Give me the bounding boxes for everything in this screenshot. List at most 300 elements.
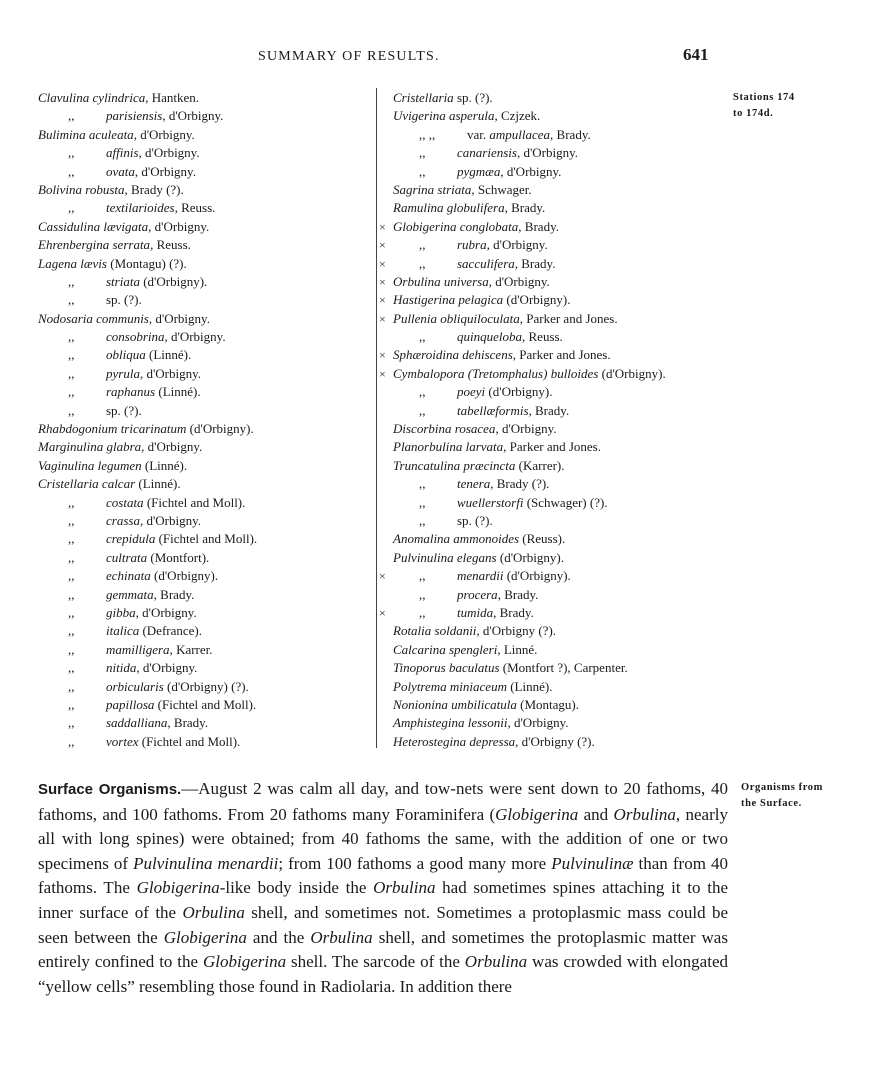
- taxon-name: saddalliana: [106, 715, 168, 731]
- taxon-authority: (Montfort ?), Carpenter.: [499, 660, 628, 676]
- taxon-authority: , d'Orbigny.: [516, 145, 579, 161]
- species-entry: [393, 181, 666, 199]
- ditto-mark: ,,: [68, 329, 75, 345]
- taxon-authority: , d'Orbigny.: [134, 163, 196, 179]
- species-entry: [393, 530, 666, 548]
- species-entry: [393, 107, 666, 125]
- text-segment: -like body inside the: [219, 878, 374, 898]
- species-entry: [393, 494, 666, 512]
- ditto-mark: ,,: [68, 365, 75, 381]
- taxon-authority: , Brady.: [518, 218, 559, 234]
- italic-taxon: Globigerina: [136, 878, 220, 898]
- station-mark: ×: [379, 256, 386, 271]
- ditto-mark: ,,: [68, 494, 75, 510]
- margin-note-line: Stations 174: [733, 92, 795, 103]
- species-entry: [379, 273, 666, 291]
- taxon-authority: (Montagu) (?).: [106, 255, 187, 271]
- species-entry: [393, 714, 666, 732]
- taxon-authority: , d'Orbigny.: [495, 421, 557, 437]
- species-entry: [379, 218, 666, 236]
- taxon-name: striata: [106, 273, 140, 289]
- taxon-name: consobrina: [106, 329, 165, 345]
- species-entry: [38, 365, 257, 383]
- station-mark: ×: [379, 219, 386, 234]
- species-entry: [38, 475, 257, 493]
- taxon-authority: (d'Orbigny).: [485, 384, 553, 400]
- species-entry: [393, 696, 666, 714]
- taxon-authority: (d'Orbigny).: [150, 568, 219, 584]
- taxon-name: italica: [106, 623, 140, 639]
- taxon-authority: (d'Orbigny).: [598, 365, 666, 381]
- taxon-authority: , Parker and Jones.: [512, 347, 611, 363]
- taxon-authority: , Brady.: [497, 586, 539, 602]
- taxon-authority: sp. (?).: [106, 292, 142, 308]
- taxon-name: Lagena lævis: [38, 255, 107, 271]
- ditto-mark: ,,: [419, 329, 426, 345]
- taxon-name: pygmæa: [457, 163, 501, 179]
- taxon-name: textilarioides: [106, 200, 175, 216]
- taxon-name: Amphistegina lessonii: [393, 715, 508, 731]
- ditto-mark: ,,: [419, 163, 426, 179]
- species-entry: [393, 420, 666, 438]
- taxon-authority: , d'Orbigny.: [138, 145, 200, 161]
- taxon-authority: (d'Orbigny).: [186, 421, 254, 437]
- ditto-mark: ,,: [419, 402, 426, 418]
- taxon-name: poeyi: [457, 384, 486, 400]
- species-entry: [38, 236, 257, 254]
- taxon-name: vortex: [106, 733, 139, 749]
- species-entry: [38, 622, 257, 640]
- taxon-name: Cassidulina lævigata: [38, 218, 149, 234]
- species-entry: [38, 604, 257, 622]
- italic-taxon: Globigerina: [202, 952, 287, 972]
- taxon-name: wuellerstorfi: [457, 494, 524, 510]
- species-entry: [38, 641, 257, 659]
- taxon-authority: , d'Orbigny.: [486, 237, 548, 253]
- italic-taxon: Orbulina: [373, 878, 436, 898]
- taxon-authority: (Fichtel and Moll).: [138, 733, 241, 749]
- species-entry: [38, 457, 257, 475]
- ditto-mark: ,,: [419, 604, 426, 620]
- species-entry: [393, 733, 666, 751]
- taxon-authority: (d'Orbigny).: [503, 568, 571, 584]
- taxon-name: orbicularis: [106, 678, 164, 694]
- margin-note-line: the Surface.: [741, 798, 802, 809]
- station-mark: ×: [379, 366, 386, 381]
- taxon-authority: , d'Orbigny.: [141, 439, 203, 455]
- species-entry: [38, 126, 257, 144]
- taxon-name: papillosa: [106, 696, 155, 712]
- species-entry: [38, 328, 257, 346]
- taxon-name: Rotalia soldanii: [393, 623, 477, 639]
- taxon-name: Vaginulina legumen: [38, 457, 142, 473]
- taxon-authority: (Linné).: [155, 384, 201, 400]
- taxon-name: echinata: [106, 568, 151, 584]
- taxon-authority: (d'Orbigny).: [139, 273, 208, 289]
- taxon-name: costata: [106, 494, 144, 510]
- species-entry: [38, 714, 257, 732]
- ditto-mark: ,,: [68, 678, 75, 694]
- species-entry: [379, 291, 666, 309]
- taxon-authority: (Montagu).: [516, 696, 579, 712]
- taxon-name: Anomalina ammonoides: [393, 531, 520, 547]
- taxon-name: Marginulina glabra: [38, 439, 142, 455]
- text-segment: shell, and sometimes the protoplasmic matter was entirely confined to the: [38, 927, 728, 972]
- taxon-name: Orbulina universa: [393, 273, 489, 289]
- species-entry: [38, 659, 257, 677]
- taxon-name: Uvigerina asperula: [393, 108, 495, 124]
- italic-taxon: Orbulina: [613, 804, 676, 824]
- taxon-authority: , d'Orbigny.: [136, 660, 198, 676]
- species-entry: [393, 328, 666, 346]
- text-segment: and the: [246, 927, 311, 947]
- taxon-name: raphanus: [106, 384, 156, 400]
- species-entry: [393, 457, 666, 475]
- taxon-name: Bolivina robusta: [38, 181, 125, 197]
- species-entry: [38, 438, 257, 456]
- margin-note-line: to 174d.: [733, 108, 774, 119]
- station-mark: ×: [379, 569, 386, 584]
- taxon-name: Heterostegina depressa: [393, 733, 516, 749]
- margin-note-line: Organisms from: [741, 782, 823, 793]
- taxon-name: Planorbulina larvata: [393, 439, 504, 455]
- ditto-mark: ,,: [68, 163, 75, 179]
- taxon-name: Truncatulina præcincta: [393, 457, 516, 473]
- taxon-authority: (Fichtel and Moll).: [154, 696, 257, 712]
- running-header: SUMMARY OF RESULTS.: [258, 49, 440, 64]
- species-entry: [38, 346, 257, 364]
- species-entry: [393, 475, 666, 493]
- taxon-authority: , Brady.: [153, 586, 195, 602]
- ditto-mark: ,, ,,: [419, 126, 436, 142]
- station-mark: ×: [379, 274, 386, 289]
- species-entry: [38, 512, 257, 530]
- species-entry: [38, 383, 257, 401]
- taxon-authority: , d'Orbigny.: [139, 365, 202, 381]
- taxon-name: affinis: [106, 145, 139, 161]
- ditto-mark: ,,: [68, 568, 75, 584]
- taxon-authority: sp. (?).: [457, 512, 493, 528]
- taxon-name: Ramulina globulifera: [393, 200, 505, 216]
- taxon-authority: (d'Orbigny) (?).: [163, 678, 249, 694]
- species-entry: [393, 512, 666, 530]
- taxon-authority: (Fichtel and Moll).: [155, 531, 258, 547]
- taxon-authority: , Schwager.: [471, 181, 532, 197]
- taxon-authority: , Brady.: [514, 255, 556, 271]
- taxon-name: Bulimina aculeata: [38, 126, 134, 142]
- species-entry: [393, 199, 666, 217]
- taxon-authority: , Karrer.: [169, 641, 213, 657]
- taxon-authority: , Brady.: [504, 200, 546, 216]
- taxon-name: Hastigerina pelagica: [393, 292, 504, 308]
- species-entry: [38, 255, 257, 273]
- ditto-mark: ,,: [419, 568, 426, 584]
- taxon-authority: , Parker and Jones.: [503, 439, 601, 455]
- taxon-name: tenera: [457, 476, 491, 492]
- species-list-left: [38, 89, 257, 751]
- taxon-authority: , Brady.: [493, 604, 534, 620]
- italic-taxon: Pulvinulina menardii: [133, 853, 279, 873]
- margin-note-stations: [733, 90, 795, 122]
- species-entry: [38, 163, 257, 181]
- taxon-name: quinqueloba: [457, 329, 522, 345]
- species-entry: [38, 310, 257, 328]
- taxon-authority: sp. (?).: [106, 402, 142, 418]
- italic-taxon: Globigerina: [495, 804, 579, 824]
- ditto-mark: ,,: [68, 200, 75, 216]
- species-entry: [393, 383, 666, 401]
- species-entry: [393, 586, 666, 604]
- taxon-authority: , Brady.: [167, 715, 209, 731]
- taxon-name: rubra: [457, 237, 487, 253]
- text-segment: was crowded with elongated “yellow cells” resembling those found in Radiolaria. In addition there: [38, 952, 728, 996]
- variety-name: ampullacea: [489, 126, 551, 142]
- italic-taxon: Orbulina: [310, 927, 373, 947]
- species-entry: [393, 659, 666, 677]
- species-entry: [379, 604, 666, 622]
- ditto-mark: ,,: [419, 586, 426, 602]
- species-entry: [38, 696, 257, 714]
- taxon-authority: , Brady.: [528, 402, 570, 418]
- taxon-name: Cristellaria calcar: [38, 476, 136, 492]
- ditto-mark: ,,: [68, 402, 75, 418]
- taxon-authority: , d'Orbigny.: [148, 218, 210, 234]
- species-entry: [393, 126, 666, 144]
- station-mark: ×: [379, 348, 386, 363]
- ditto-mark: ,,: [68, 549, 75, 565]
- taxon-name: menardii: [457, 568, 504, 584]
- ditto-mark: ,,: [68, 696, 75, 712]
- taxon-authority: , d'Orbigny.: [507, 715, 569, 731]
- taxon-authority: (Linné).: [135, 476, 181, 492]
- taxon-name: Calcarina spengleri: [393, 641, 498, 657]
- paragraph-heading: Surface Organisms.: [38, 781, 182, 798]
- ditto-mark: ,,: [419, 145, 426, 161]
- margin-note-organisms: [741, 780, 823, 812]
- species-entry: [38, 89, 257, 107]
- species-entry: [379, 236, 666, 254]
- taxon-name: Nodosaria communis: [38, 310, 149, 326]
- taxon-authority: , d'Orbigny.: [139, 512, 202, 528]
- taxon-name: nitida: [106, 660, 137, 676]
- species-entry: [38, 549, 257, 567]
- taxon-name: sacculifera: [457, 255, 515, 271]
- taxon-name: Sphæroidina dehiscens: [393, 347, 513, 363]
- taxon-name: canariensis: [457, 145, 517, 161]
- taxon-authority: (Linné).: [506, 678, 553, 694]
- taxon-authority: , Reuss.: [174, 200, 216, 216]
- species-entry: [393, 622, 666, 640]
- taxon-authority: (Montfort).: [147, 549, 210, 565]
- species-entry: [38, 530, 257, 548]
- taxon-name: mamilligera: [106, 641, 170, 657]
- text-segment: —August 2 was calm all day, and tow-nets were sent down to 20 fathoms, 40 fathoms, and 100 fathoms. From 20 fathoms many Foraminifera (: [38, 779, 729, 824]
- ditto-mark: ,,: [419, 255, 426, 271]
- taxon-name: Sagrina striata: [393, 181, 472, 197]
- text-segment: ; from 100 fathoms a good many more: [278, 853, 552, 873]
- taxon-name: Pulvinulina elegans: [393, 549, 497, 565]
- species-entry: [38, 107, 257, 125]
- species-entry: [38, 567, 257, 585]
- species-entry: [38, 586, 257, 604]
- ditto-mark: ,,: [68, 641, 75, 657]
- taxon-name: Nonionina umbilicatula: [393, 696, 517, 712]
- ditto-mark: ,,: [68, 292, 75, 308]
- species-entry: [38, 291, 257, 309]
- taxon-name: gemmata: [106, 586, 154, 602]
- taxon-authority: , d'Orbigny.: [488, 273, 550, 289]
- taxon-authority: , Brady (?).: [490, 476, 550, 492]
- ditto-mark: ,,: [419, 494, 426, 510]
- species-entry: [379, 365, 666, 383]
- taxon-name: Globigerina conglobata: [393, 218, 519, 234]
- taxon-name: Clavulina cylindrica: [38, 90, 146, 105]
- italic-taxon: Orbulina: [464, 952, 528, 972]
- species-entry: [393, 641, 666, 659]
- taxon-authority: , Linné.: [497, 641, 538, 657]
- taxon-name: Polytrema miniaceum: [393, 678, 507, 694]
- page-number: 641: [683, 45, 709, 64]
- taxon-name: procera: [457, 586, 498, 602]
- taxon-authority: , d'Orbigny.: [162, 108, 224, 124]
- species-entry: [393, 402, 666, 420]
- variety-authority: , Brady.: [550, 126, 591, 142]
- taxon-name: Discorbina rosacea: [393, 421, 496, 437]
- taxon-name: tabellæformis: [457, 402, 529, 418]
- taxon-authority: (d'Orbigny).: [503, 292, 571, 308]
- taxon-name: ovata: [106, 163, 135, 179]
- species-entry: [379, 567, 666, 585]
- taxon-name: Tinoporus baculatus: [393, 660, 500, 676]
- ditto-mark: ,,: [68, 604, 75, 620]
- ditto-mark: ,,: [68, 623, 75, 639]
- taxon-authority: , d'Orbigny.: [500, 163, 562, 179]
- taxon-authority: , d'Orbigny.: [148, 310, 210, 326]
- surface-organisms-paragraph: [38, 777, 728, 999]
- taxon-authority: , d'Orbigny.: [135, 604, 197, 620]
- text-segment: had sometimes spines attaching it to the inner surface of the: [38, 878, 728, 922]
- station-mark: ×: [379, 293, 386, 308]
- italic-taxon: Orbulina: [182, 902, 245, 922]
- ditto-mark: ,,: [68, 715, 75, 731]
- taxon-name: obliqua: [106, 347, 146, 363]
- ditto-mark: ,,: [419, 476, 426, 492]
- ditto-mark: ,,: [68, 273, 75, 289]
- ditto-mark: ,,: [68, 531, 75, 547]
- taxon-authority: , d'Orbigny.: [164, 329, 226, 345]
- taxon-authority: , Parker and Jones.: [519, 310, 618, 326]
- taxon-authority: (Karrer).: [515, 457, 565, 473]
- ditto-mark: ,,: [68, 384, 75, 400]
- species-entry: [38, 494, 257, 512]
- ditto-mark: ,,: [68, 733, 75, 749]
- taxon-name: cultrata: [106, 549, 148, 565]
- taxon-name: Ehrenbergina serrata: [38, 237, 151, 253]
- taxon-authority: (Schwager) (?).: [523, 494, 608, 510]
- taxon-authority: (Reuss).: [519, 531, 566, 547]
- species-entry: [393, 163, 666, 181]
- text-segment: shell, and sometimes not. Sometimes a protoplasmic mass could be seen between the: [38, 902, 729, 947]
- taxon-name: Cristellaria: [393, 90, 454, 105]
- italic-taxon: Pulvinulinæ: [551, 853, 634, 873]
- species-entry: [38, 144, 257, 162]
- taxon-name: Pullenia obliquiloculata: [393, 310, 520, 326]
- taxon-name: Cymbalopora (Tretomphalus) bulloides: [393, 365, 599, 381]
- species-entry: [38, 733, 257, 751]
- ditto-mark: ,,: [68, 512, 75, 528]
- taxon-name: Rhabdogonium tricarinatum: [38, 421, 187, 437]
- taxon-authority: , Reuss.: [150, 237, 191, 253]
- species-entry: [379, 310, 666, 328]
- station-mark: ×: [379, 311, 386, 326]
- italic-taxon: Globigerina: [163, 927, 247, 947]
- taxon-authority: (Linné).: [145, 347, 192, 363]
- species-entry: [38, 181, 257, 199]
- taxon-name: pyrula: [106, 365, 140, 381]
- ditto-mark: ,,: [68, 347, 75, 363]
- taxon-name: tumida: [457, 604, 494, 620]
- taxon-authority: sp. (?).: [453, 90, 493, 105]
- species-entry: [379, 255, 666, 273]
- taxon-authority: (Fichtel and Moll).: [143, 494, 246, 510]
- taxon-authority: (Defrance).: [139, 623, 203, 639]
- ditto-mark: ,,: [419, 512, 426, 528]
- taxon-authority: , Hantken.: [145, 90, 200, 105]
- species-entry: [393, 144, 666, 162]
- species-entry: [38, 199, 257, 217]
- text-segment: than from 40 fathoms. The: [38, 853, 728, 898]
- ditto-mark: ,,: [419, 237, 426, 253]
- taxon-authority: (d'Orbigny).: [496, 549, 564, 565]
- species-entry: [393, 549, 666, 567]
- taxon-name: crassa: [106, 512, 140, 528]
- column-divider: [376, 88, 377, 748]
- ditto-mark: ,,: [68, 108, 75, 124]
- text-segment: , nearly all with long spines) were obtained; from 40 fathoms the same, with the addition of one or two specimens of: [38, 804, 728, 873]
- species-entry: [393, 438, 666, 456]
- taxon-authority: , Brady (?).: [124, 181, 184, 197]
- taxon-authority: , Czjzek.: [494, 108, 541, 124]
- taxon-authority: , d'Orbigny (?).: [515, 733, 595, 749]
- taxon-authority: var.: [467, 126, 490, 142]
- species-list-right: [379, 89, 666, 751]
- taxon-name: crepidula: [106, 531, 156, 547]
- taxon-authority: , d'Orbigny (?).: [476, 623, 557, 639]
- ditto-mark: ,,: [68, 660, 75, 676]
- ditto-mark: ,,: [419, 384, 426, 400]
- taxon-authority: (Linné).: [141, 457, 188, 473]
- text-segment: shell. The sarcode of the: [286, 952, 465, 972]
- species-entry: [38, 420, 257, 438]
- taxon-name: parisiensis: [106, 108, 163, 124]
- ditto-mark: ,,: [68, 586, 75, 602]
- species-entry: [38, 273, 257, 291]
- taxon-authority: , Reuss.: [522, 329, 563, 345]
- species-entry: [393, 89, 666, 107]
- taxon-name: gibba: [106, 604, 136, 620]
- text-segment: and: [578, 804, 614, 824]
- station-mark: ×: [379, 238, 386, 253]
- paragraph-body: [38, 779, 728, 996]
- species-entry: [38, 218, 257, 236]
- species-entry: [38, 678, 257, 696]
- ditto-mark: ,,: [68, 145, 75, 161]
- taxon-authority: , d'Orbigny.: [133, 126, 195, 142]
- species-entry: [38, 402, 257, 420]
- station-mark: ×: [379, 605, 386, 620]
- species-entry: [379, 346, 666, 364]
- species-entry: [393, 678, 666, 696]
